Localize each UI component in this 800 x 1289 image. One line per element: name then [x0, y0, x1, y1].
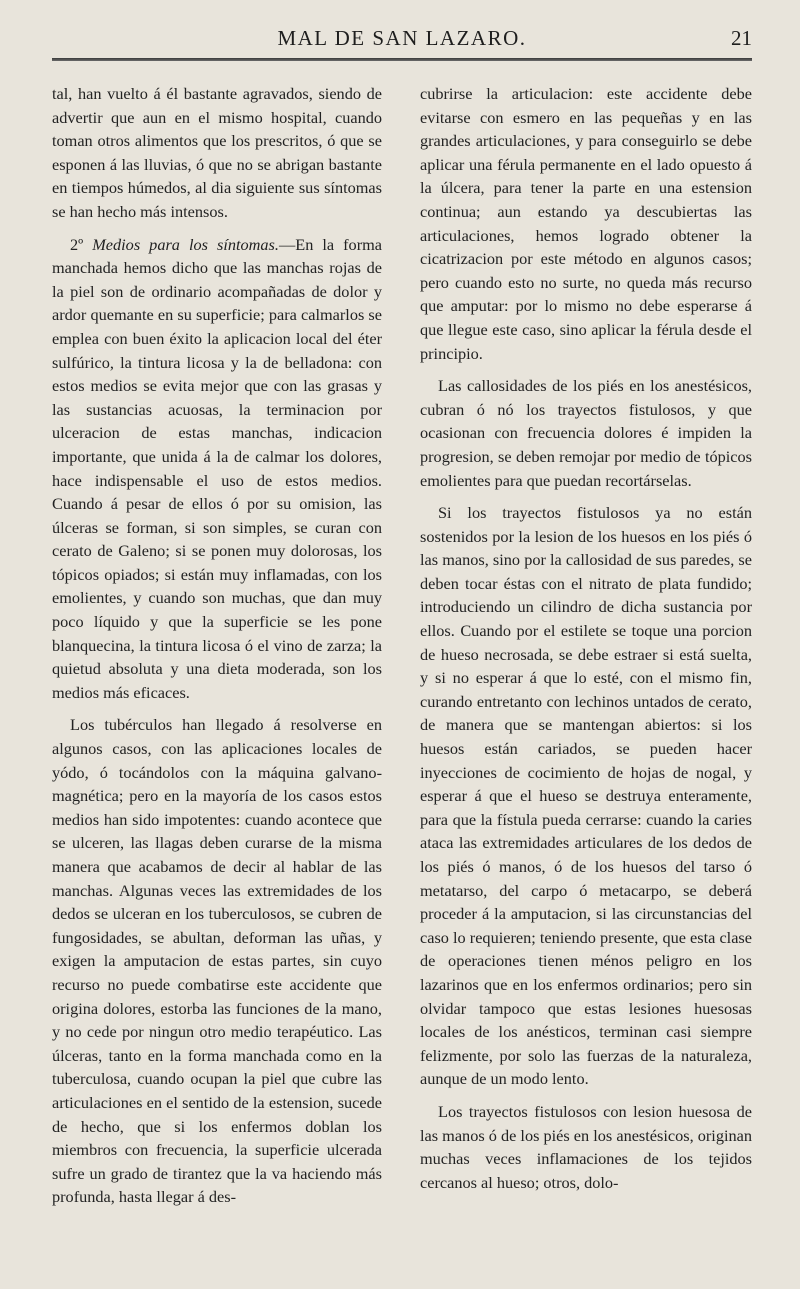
running-title: MAL DE SAN LAZARO.	[277, 26, 527, 50]
page-number: 21	[731, 26, 752, 50]
left-column	[52, 82, 382, 1218]
right-paragraph-4: Los trayectos fistulosos con lesion huesosa de las manos ó de los piés en los anestésicos, originan muchas veces inflamaciones de los tejidos cercanos al hueso; otros, dolo-	[420, 1101, 752, 1192]
right-paragraph-3: Si los trayectos fistulosos ya no están sostenidos por la lesion de los huesos en los piés ó las manos, sino por la callosidad de sus paredes, se deben tocar éstas con el nitrato de plata fundido; introduciendo un cilindro de dicha sustancia por ellos. Cuando por el estilete se toque una porcion de hueso necrosada, se debe estraer si está suelta, y si no esperar á que lo esté, con el mismo fin, curando entretanto con lechinos untados de cerato, de manera que se mantengan abiertos: si los huesos están cariados, se pueden hacer inyecciones de cocimiento de hojas de nogal, y esperar á que el hueso se destruya enteramente, para que la fístula pueda cerrarse: cuando la caries ataca las extremidades articulares de los dedos de los piés ó manos, ó de los huesos del tarso ó metatarso, del carpo ó metacarpo, se deberá proceder á la amputacion, si las circunstancias del caso lo requieren; teniendo presente, que esta clase de operaciones tienen ménos peligro en los lazarinos que en los enfermos ordinarios; pero sin olvidar tampoco que estas lesiones huesosas locales de los anésticos, terminan casi siempre felizmente, por solo las fuerzas de la naturaleza, aunque de un modo lento.	[420, 503, 752, 1089]
right-paragraph-2: Las callosidades de los piés en los anestésicos, cubran ó nó los trayectos fistulosos, y que ocasionan con frecuencia dolores é impiden la progresion, se deben remojar por medio de tópicos emolientes para que puedan recortárselas.	[420, 376, 752, 490]
right-paragraph-1: cubrirse la articulacion: este accidente debe evitarse con esmero en las pequeñas y en las grandes articulaciones, y para conseguirlo se debe aplicar una férula permanente en el lado opuesto á la úlcera, para tener la parte en una estension continua; aun estando ya descubiertas las articulaciones, hemos logrado obtener la cicatrizacion por este método en algunos casos; pero cuando esto no surte, no queda más recurso que amputar: por lo mismo no debe esperarse á que llegue este caso, sino aplicar la férula desde el principio.	[420, 84, 752, 363]
left-paragraph-3: Los tubérculos han llegado á resolverse en algunos casos, con las aplicaciones locales de yódo, ó tocándolos con la máquina galvano-magnética; pero en la mayoría de los casos estos medios han sido impotentes: cuando acontece que se ulceren, las llagas deben curarse de la misma manera que acabamos de decir al hablar de las manchas. Algunas veces las extremidades de los dedos se ulceran en los tuberculosos, se cubren de fungosidades, se abultan, deforman las uñas, y exigen la amputacion de estas partes, sin cuyo recurso no puede combatirse este accidente que origina dolores, estorba las funciones de la mano, y no cede por ningun otro medio terapéutico. Las úlceras, tanto en la forma manchada como en la tuberculosa, cuando ocupan la piel que cubre las articulaciones en el sentido de la estension, sucede de hecho, que si los enfermos doblan los miembros con frecuencia, la superficie ulcerada sufre un grado de tirantez que la va haciendo más profunda, hasta llegar á des-	[52, 715, 382, 1207]
page-header	[52, 26, 752, 56]
right-column	[420, 82, 752, 1203]
left-paragraph-2	[52, 233, 382, 705]
section-number: 2º	[70, 234, 84, 254]
header-rule	[52, 58, 752, 61]
left-paragraph-1: tal, han vuelto á él bastante agravados, siendo de advertir que aun en el mismo hospital, cuando toman otros alimentos que los prescritos, ó que se esponen á las lluvias, ó que no se abrigan bastante en tiempos húmedos, al dia siguiente sus síntomas se han hecho más intensos.	[52, 84, 382, 221]
section-heading: Medios para los síntomas.	[92, 234, 279, 254]
section-body: —En la forma manchada hemos dicho que las manchas rojas de la piel son de ordinario acompañadas de dolor y ardor quemante en su superficie; para calmarlos se emplea con buen éxito la aplicacion local del éter sulfúrico, la tintura licosa y la de belladona: con estos medios se evita mejor que con las grasas y las sustancias acuosas, la terminacion por ulceracion de estas manchas, indicacion importante, que unida á la de calmar los dolores, hace indispensable el uso de estos medios. Cuando á pesar de ellos ó por su omision, las úlceras se forman, si son simples, se curan con cerato de Galeno; si se ponen muy dolorosas, los tópicos opiados; si están muy inflamadas, con los emolientes, y cuando son muchas, que dan muy poco líquido y que la superficie se les pone blanquecina, la tintura licosa ó el vino de zarza; la quietud absoluta y una dieta moderada, son los medios más eficaces.	[52, 234, 383, 702]
